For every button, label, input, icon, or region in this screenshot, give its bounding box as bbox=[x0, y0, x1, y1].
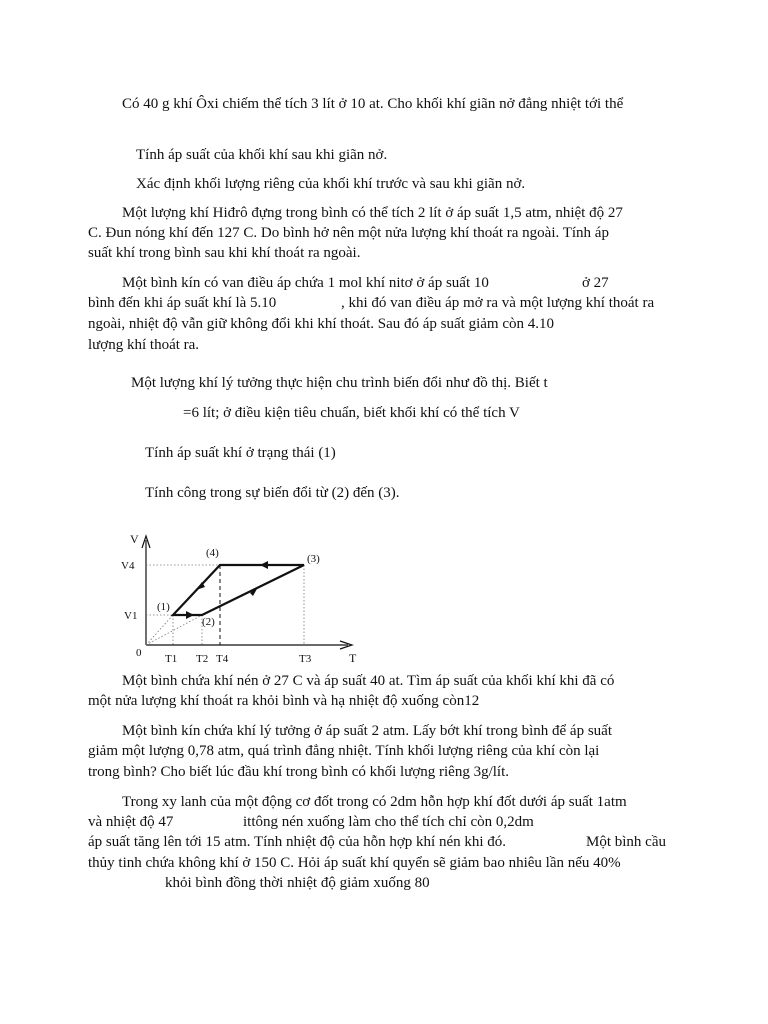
text-line: Tính áp suất khí ở trạng thái (1) bbox=[145, 445, 336, 461]
text-line: bình đến khi áp suất khí là 5.10 bbox=[88, 295, 277, 311]
text-line: Một lượng khí Hiđrô đựng trong bình có thể tích 2 lít ở áp suất 1,5 atm, nhiệt độ 27 bbox=[122, 205, 623, 221]
text-line: trong bình? Cho biết lúc đầu khí trong bình có khối lượng riêng 3g/lít. bbox=[88, 764, 510, 780]
origin-ray-2 bbox=[146, 615, 202, 645]
text-line: Trong xy lanh của một động cơ đốt trong có 2dm hỗn hợp khí đốt dưới áp suất 1atm bbox=[122, 794, 627, 810]
text-line: giảm một lượng 0,78 atm, quá trình đẳng nhiệt. Tính khối lượng riêng của khí còn lại bbox=[88, 743, 600, 759]
v1-tick-label: V1 bbox=[124, 610, 138, 622]
text-line: thủy tinh chứa không khí ở 150 C. Hỏi áp suất khí quyển sẽ giảm bao nhiêu lần nếu 40% bbox=[88, 855, 621, 871]
t1-tick-label: T1 bbox=[165, 653, 178, 665]
state-3-label: (3) bbox=[307, 553, 320, 565]
origin-label: 0 bbox=[136, 647, 142, 659]
text-line: C. Đun nóng khí đến 127 C. Do bình hở nên một nửa lượng khí thoát ra ngoài. Tính áp bbox=[88, 225, 609, 241]
state-2-label: (2) bbox=[202, 616, 215, 628]
t4-tick-label: T4 bbox=[216, 653, 229, 665]
v4-tick-label: V4 bbox=[121, 560, 135, 572]
text-line: suất khí trong bình sau khi khí thoát ra ngoài. bbox=[88, 245, 361, 261]
text-line: ittông nén xuống làm cho thể tích chỉ còn 0,2dm bbox=[243, 814, 534, 830]
cycle-path bbox=[173, 565, 304, 615]
text-line: Một bình kín chứa khí lý tưởng ở áp suất 2 atm. Lấy bớt khí trong bình để áp suất bbox=[122, 723, 612, 739]
text-line: ngoài, nhiệt độ vẫn giữ không đổi khi khí thoát. Sau đó áp suất giảm còn 4.10 bbox=[88, 316, 554, 332]
text-line: Một lượng khí lý tưởng thực hiện chu trình biến đổi như đồ thị. Biết t bbox=[131, 375, 548, 391]
text-line: Một bình kín có van điều áp chứa 1 mol khí nitơ ở áp suất 10 bbox=[122, 275, 489, 291]
text-line: khỏi bình đồng thời nhiệt độ giảm xuống 80 bbox=[165, 875, 430, 891]
text-line: Tính công trong sự biến đổi từ (2) đến (3). bbox=[145, 485, 400, 501]
v-axis-label: V bbox=[130, 532, 139, 546]
arrow-3-4 bbox=[260, 561, 268, 569]
state-4-label: (4) bbox=[206, 547, 219, 559]
state-1-label: (1) bbox=[157, 601, 170, 613]
text-line: Xác định khối lượng riêng của khối khí trước và sau khi giãn nở. bbox=[136, 176, 526, 192]
text-line: một nửa lượng khí thoát ra khỏi bình và hạ nhiệt độ xuống còn12 bbox=[88, 693, 480, 709]
arrow-1-2 bbox=[186, 611, 194, 619]
t3-tick-label: T3 bbox=[299, 653, 312, 665]
text-line: áp suất tăng lên tới 15 atm. Tính nhiệt độ của hỗn hợp khí nén khi đó. bbox=[88, 834, 507, 850]
origin-ray-1 bbox=[146, 615, 173, 645]
text-line: Một bình chứa khí nén ở 27 C và áp suất 40 at. Tìm áp suất của khối khí khi đã có bbox=[122, 673, 615, 689]
text-line: Một bình cầu bbox=[586, 834, 666, 850]
t2-tick-label: T2 bbox=[196, 653, 209, 665]
text-line: lượng khí thoát ra. bbox=[88, 337, 200, 353]
text-line: , khi đó van điều áp mở ra và một lượng khí thoát ra bbox=[341, 295, 655, 311]
text-line: ở 27 bbox=[582, 275, 609, 291]
text-line: Tính áp suất của khối khí sau khi giãn nở. bbox=[136, 147, 388, 163]
text-line: Có 40 g khí Ôxi chiếm thể tích 3 lít ở 10 at. Cho khối khí giãn nở đẳng nhiệt tới thể bbox=[122, 96, 624, 112]
t-axis-label: T bbox=[349, 651, 357, 665]
text-line: =6 lít; ở điều kiện tiêu chuẩn, biết khối khí có thể tích V bbox=[183, 405, 520, 421]
text-line: và nhiệt độ 47 bbox=[88, 814, 174, 830]
